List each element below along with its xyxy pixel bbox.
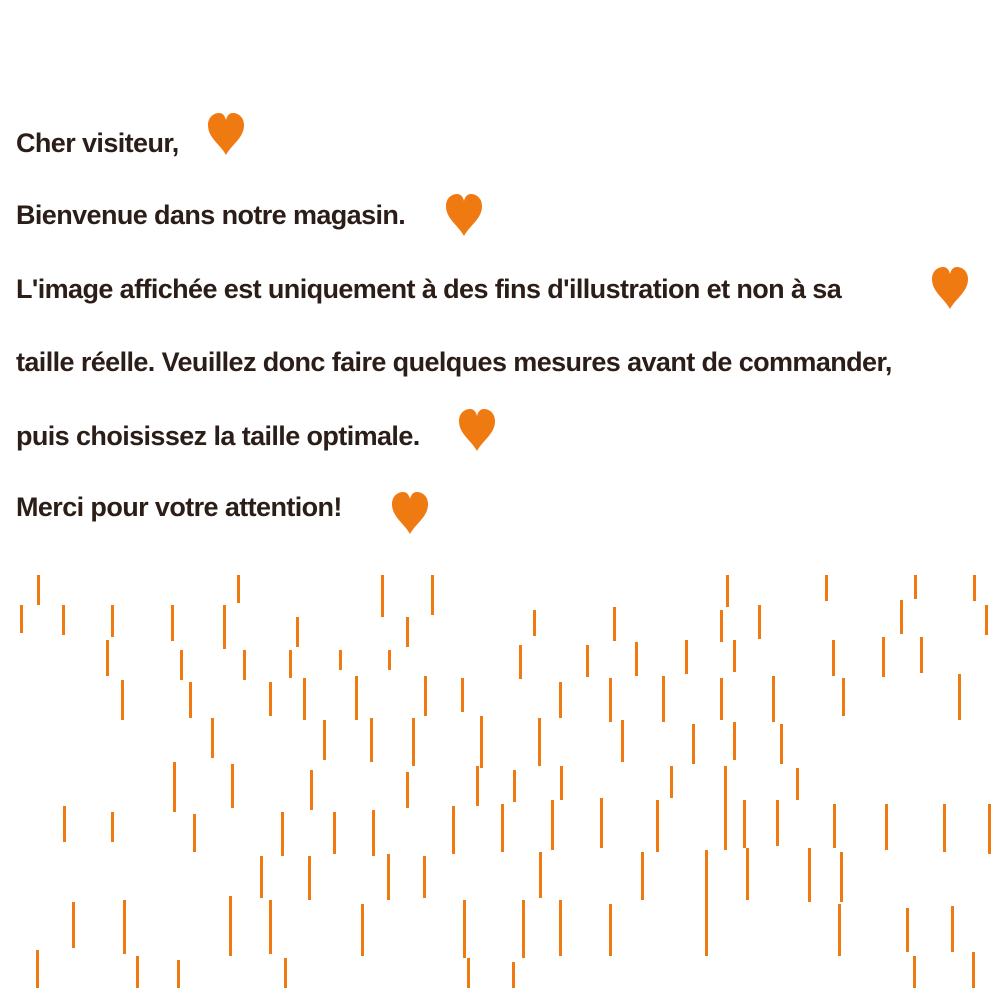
rain-dash	[269, 682, 272, 716]
rain-dash	[387, 854, 390, 900]
heart-icon	[444, 193, 484, 237]
rain-dash	[958, 674, 961, 720]
rain-dash	[424, 676, 427, 716]
welcome-line: Bienvenue dans notre magasin.	[16, 200, 406, 230]
rain-dash	[882, 637, 885, 677]
rain-dash	[833, 804, 836, 848]
rain-dash	[621, 720, 624, 762]
rain-dash	[988, 804, 991, 854]
rain-dash	[685, 640, 688, 674]
measure-advice-line: taille réelle. Veuillez donc faire quelques mesures avant de commander,	[16, 347, 892, 377]
rain-dash	[724, 766, 727, 800]
rain-dash	[463, 900, 466, 958]
rain-dash	[641, 852, 644, 900]
decorative-rain-pattern	[0, 570, 1001, 1001]
rain-dash	[211, 718, 214, 758]
illustration-disclaimer-line: L'image affichée est uniquement à des fins d'illustration et non à sa	[16, 274, 842, 304]
rain-dash	[885, 804, 888, 850]
rain-dash	[808, 848, 811, 902]
rain-dash	[406, 617, 409, 647]
rain-dash	[480, 716, 483, 768]
rain-dash	[361, 904, 364, 956]
rain-dash	[726, 575, 729, 607]
rain-dash	[431, 575, 434, 615]
rain-dash	[72, 902, 75, 948]
heart-icon	[930, 266, 970, 310]
rain-dash	[951, 906, 954, 952]
rain-dash	[476, 766, 479, 806]
rain-dash	[308, 856, 311, 900]
rain-dash	[914, 575, 917, 599]
rain-dash	[323, 720, 326, 760]
rain-dash	[772, 676, 775, 722]
rain-dash	[656, 800, 659, 852]
rain-dash	[609, 678, 612, 722]
rain-dash	[423, 856, 426, 898]
rain-dash	[36, 950, 39, 988]
rain-dash	[720, 610, 723, 642]
rain-dash	[189, 682, 192, 718]
rain-dash	[303, 678, 306, 720]
rain-dash	[705, 900, 708, 956]
rain-dash	[539, 852, 542, 898]
rain-dash	[746, 848, 749, 900]
rain-dash	[123, 900, 126, 954]
rain-dash	[985, 605, 988, 635]
rain-dash	[339, 650, 342, 670]
rain-dash	[243, 650, 246, 680]
rain-dash	[758, 605, 761, 639]
rain-dash	[733, 640, 736, 672]
rain-dash	[559, 682, 562, 718]
rain-dash	[512, 962, 515, 988]
rain-dash	[832, 640, 835, 676]
rain-dash	[229, 896, 232, 956]
rain-dash	[381, 575, 384, 617]
rain-dash	[106, 640, 109, 676]
rain-dash	[906, 908, 909, 952]
rain-dash	[370, 718, 373, 762]
rain-dash	[111, 812, 114, 842]
rain-dash	[136, 956, 139, 988]
rain-dash	[840, 852, 843, 902]
rain-dash	[776, 800, 779, 846]
rain-dash	[519, 645, 522, 679]
rain-dash	[62, 605, 65, 635]
rain-dash	[560, 766, 563, 800]
rain-dash	[121, 680, 124, 720]
rain-dash	[180, 650, 183, 680]
rain-dash	[177, 960, 180, 988]
rain-dash	[900, 600, 903, 634]
rain-dash	[538, 718, 541, 766]
rain-dash	[972, 952, 975, 988]
rain-dash	[943, 804, 946, 852]
rain-dash	[780, 724, 783, 764]
rain-dash	[63, 806, 66, 842]
rain-dash	[635, 642, 638, 676]
rain-dash	[173, 762, 176, 812]
rain-dash	[372, 810, 375, 856]
rain-dash	[333, 812, 336, 854]
rain-dash	[260, 856, 263, 898]
rain-dash	[289, 650, 292, 678]
rain-dash	[171, 605, 174, 641]
rain-dash	[733, 722, 736, 760]
rain-dash	[513, 770, 516, 802]
thanks-line: Merci pour votre attention!	[16, 492, 342, 522]
rain-dash	[355, 676, 358, 720]
rain-dash	[613, 607, 616, 641]
rain-dash	[281, 812, 284, 856]
rain-dash	[842, 678, 845, 716]
rain-dash	[501, 804, 504, 852]
rain-dash	[406, 772, 409, 808]
rain-dash	[796, 768, 799, 800]
rain-dash	[743, 800, 746, 848]
heart-icon	[457, 408, 497, 452]
rain-dash	[559, 900, 562, 956]
rain-dash	[284, 958, 287, 988]
greeting-line: Cher visiteur,	[16, 128, 179, 158]
rain-dash	[231, 764, 234, 808]
rain-dash	[586, 645, 589, 677]
rain-dash	[223, 605, 226, 649]
rain-dash	[461, 678, 464, 712]
rain-dash	[609, 904, 612, 956]
rain-dash	[533, 610, 536, 636]
rain-dash	[551, 800, 554, 850]
rain-dash	[724, 800, 727, 850]
choose-size-line: puis choisissez la taille optimale.	[16, 421, 420, 451]
rain-dash	[720, 678, 723, 720]
rain-dash	[913, 956, 916, 988]
rain-dash	[662, 676, 665, 722]
rain-dash	[692, 724, 695, 764]
rain-dash	[522, 900, 525, 958]
rain-dash	[20, 605, 23, 633]
heart-icon	[206, 112, 246, 156]
rain-dash	[825, 575, 828, 601]
rain-dash	[37, 575, 40, 605]
rain-dash	[973, 575, 976, 601]
heart-icon	[390, 491, 430, 535]
rain-dash	[310, 770, 313, 810]
rain-dash	[600, 798, 603, 848]
rain-dash	[296, 617, 299, 647]
rain-dash	[269, 900, 272, 954]
rain-dash	[670, 766, 673, 798]
rain-dash	[388, 650, 391, 670]
rain-dash	[920, 637, 923, 673]
rain-dash	[452, 806, 455, 854]
rain-dash	[838, 904, 841, 956]
rain-dash	[193, 814, 196, 852]
rain-dash	[412, 718, 415, 766]
rain-dash	[237, 575, 240, 603]
rain-dash	[705, 850, 708, 900]
rain-dash	[111, 605, 114, 637]
rain-dash	[467, 958, 470, 988]
